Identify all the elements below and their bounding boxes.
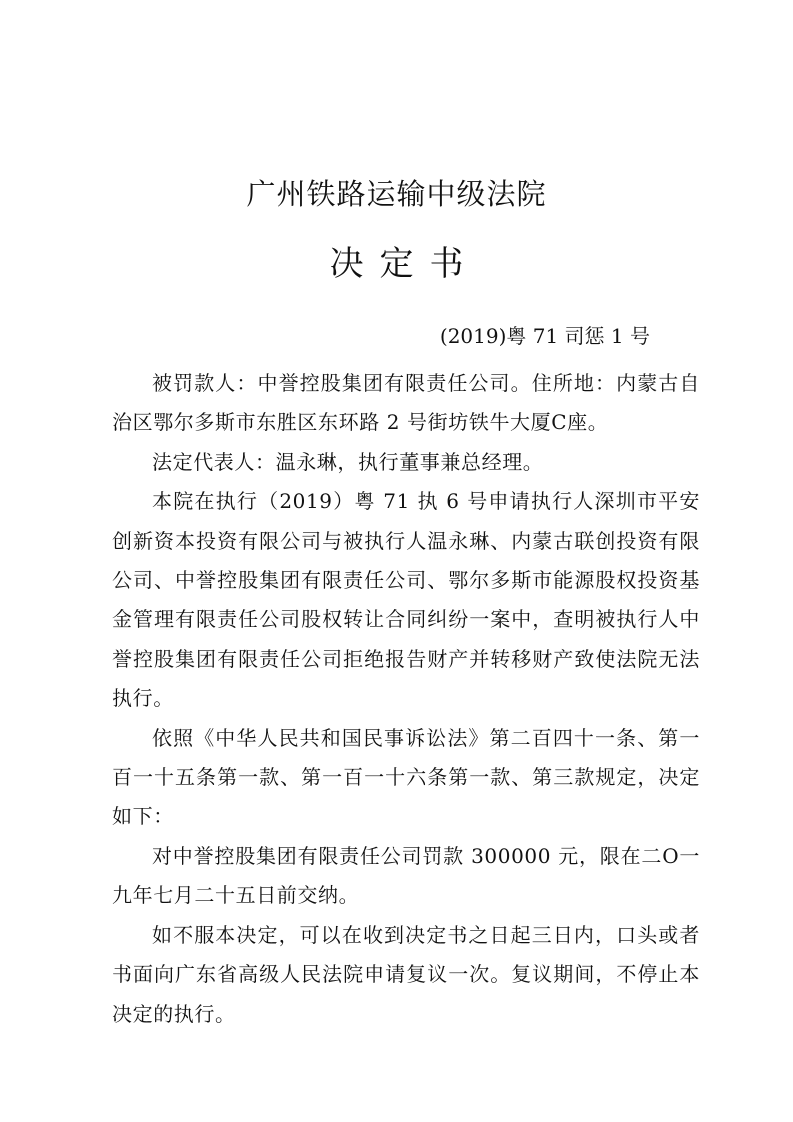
document-body <box>112 364 700 1034</box>
paragraph-penalized-party: 被罚款人：中誉控股集团有限责任公司。住所地：内蒙古自治区鄂尔多斯市东胜区东环路 2 号街坊铁牛大厦C座。 <box>112 371 700 435</box>
document-title: 决定书 <box>329 244 480 284</box>
paragraph-decision: 对中誉控股集团有限责任公司罚款 300000 元，限在二O一九年七月二十五日前交纳。 <box>112 843 700 908</box>
court-name: 广州铁路运输中级法院 <box>246 177 547 211</box>
paragraph-legal-basis: 依照《中华人民共和国民事诉讼法》第二百四十一条、第一百一十五条第一款、第一百一十六条第一款、第三款规定，决定如下： <box>112 725 700 829</box>
paragraph-case-facts: 本院在执行（2019）粤 71 执 6 号申请执行人深圳市平安创新资本投资有限公司与被执行人温永琳、内蒙古联创投资有限公司、中誉控股集团有限责任公司、鄂尔多斯市能源股权投资基金管理有限责任公司股权转让合同纠纷一案中，查明被执行人中誉控股集团有限责任公司拒绝报告财产并转移财产致使法院无法执行。 <box>112 489 700 711</box>
paragraph-legal-representative: 法定代表人：温永琳，执行董事兼总经理。 <box>152 449 544 474</box>
case-number: (2019)粤 71 司惩 1 号 <box>439 324 650 348</box>
paragraph-appeal-notice: 如不服本决定，可以在收到决定书之日起三日内，口头或者书面向广东省高级人民法院申请复议一次。复议期间，不停止本决定的执行。 <box>112 922 700 1026</box>
